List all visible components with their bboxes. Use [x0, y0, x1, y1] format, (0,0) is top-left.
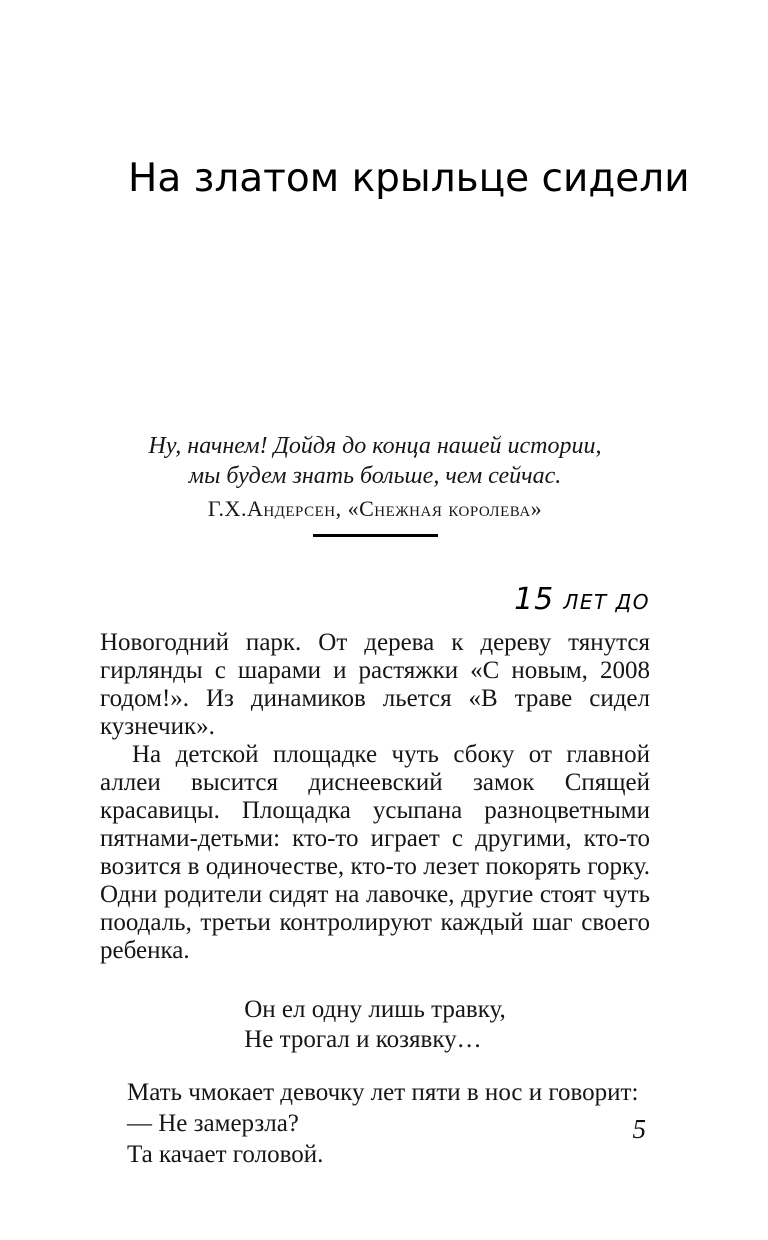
dialogue-line-3: Та качает головой. [127, 1141, 324, 1168]
epigraph-attribution: Г.Х.Андерсен, «Снежная королева» [207, 496, 543, 521]
epigraph-divider [313, 534, 438, 537]
dialogue-block [127, 1077, 650, 1170]
verse-line-1: Он ел одну лишь травку, [244, 996, 506, 1023]
section-marker-number: 15 [514, 582, 555, 617]
dialogue-line-1: Мать чмокает девочку лет пяти в нос и говорит: [127, 1079, 639, 1106]
dialogue-line-2: — Не замерзла? [127, 1110, 299, 1137]
section-time-marker [100, 583, 650, 621]
body-paragraph-1: Новогодний парк. От дерева к дереву тянутся гирлянды с шарами и растяжки «С новым, 2008 годом!». Из динамиков льется «В траве сидел кузнечик». [100, 629, 650, 740]
epigraph-line-1: Ну, начнем! Дойдя до конца нашей истории, [148, 433, 602, 459]
epigraph [100, 431, 650, 537]
page-number: 5 [632, 1114, 646, 1144]
epigraph-line-2: мы будем знать больше, чем сейчас. [188, 463, 562, 489]
body-text [100, 629, 650, 965]
verse-block [244, 995, 506, 1055]
chapter-title: На златом крыльце сидели [128, 156, 690, 201]
body-paragraph-2: На детской площадке чуть сбоку от главной аллеи высится диснеевский замок Спящей красавицы. Площадка усыпана разноцветными пятнами-детьми: кто-то играет с другими, кто-то возится в одиночестве, кто-то лезет покорять горку. Одни родители сидят на лавочке, другие стоят чуть поодаль, третьи контролируют каждый шаг своего ребенка. [100, 741, 650, 964]
verse-line-2: Не трогал и козявку… [244, 1026, 482, 1053]
text-column [0, 153, 768, 1170]
section-marker-label: ЛЕТ ДО [563, 590, 650, 614]
